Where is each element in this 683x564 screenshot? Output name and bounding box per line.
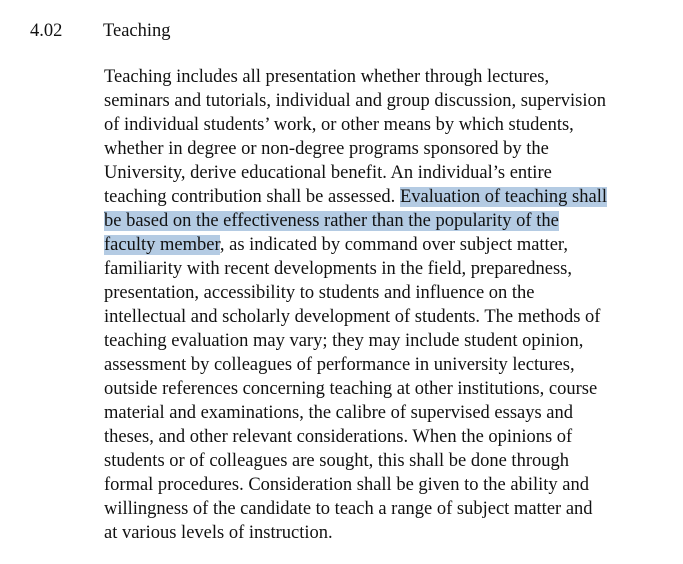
body-line: [104, 137, 664, 161]
body-line: [104, 89, 664, 113]
body-line: [104, 497, 664, 521]
highlighted-text[interactable]: faculty member: [104, 235, 220, 255]
line-text: seminars and tutorials, individual and group discussion, supervision: [104, 91, 607, 111]
line-text: teaching evaluation may vary; they may include student opinion,: [104, 331, 584, 351]
section-title: Teaching: [103, 21, 171, 41]
line-text: willingness of the candidate to teach a range of subject matter and: [104, 499, 593, 519]
line-text: students or of colleagues are sought, this shall be done through: [104, 451, 569, 471]
line-text: University, derive educational benefit. An individual’s entire: [104, 163, 552, 183]
body-line: [104, 449, 664, 473]
section-number: 4.02: [30, 21, 63, 41]
line-text: Teaching includes all presentation whether through lectures,: [104, 67, 550, 87]
line-text: intellectual and scholarly development of students. The methods of: [104, 307, 601, 327]
body-line: [104, 521, 664, 545]
line-text: presentation, accessibility to students and influence on the: [104, 283, 535, 303]
highlighted-text[interactable]: be based on the effectiveness rather than the popularity of the: [104, 211, 559, 231]
body-line: [104, 377, 664, 401]
body-line: [104, 473, 664, 497]
line-text: theses, and other relevant considerations. When the opinions of: [104, 427, 573, 447]
line-text: at various levels of instruction.: [104, 523, 333, 543]
body-line: [104, 185, 664, 209]
line-text: of individual students’ work, or other means by which students,: [104, 115, 574, 135]
highlighted-text[interactable]: Evaluation of teaching shall: [399, 187, 607, 207]
body-line: [104, 161, 664, 185]
body-line: [104, 65, 664, 89]
body-line: [104, 113, 664, 137]
body-line: [104, 209, 664, 233]
section-body[interactable]: [104, 65, 664, 545]
line-text: formal procedures. Consideration shall be given to the ability and: [104, 475, 589, 495]
line-text: assessment by colleagues of performance in university lectures,: [104, 355, 575, 375]
body-line: [104, 425, 664, 449]
body-line: [104, 233, 664, 257]
line-text: familiarity with recent developments in the field, preparedness,: [104, 259, 572, 279]
line-text: , as indicated by command over subject matter,: [219, 235, 568, 255]
body-line: [104, 281, 664, 305]
line-text: material and examinations, the calibre of supervised essays and: [104, 403, 574, 423]
line-text: teaching contribution shall be assessed.: [104, 187, 400, 207]
body-line: [104, 305, 664, 329]
body-line: [104, 329, 664, 353]
line-text: outside references concerning teaching at other institutions, course: [104, 379, 598, 399]
line-text: whether in degree or non-degree programs sponsored by the: [104, 139, 549, 159]
body-line: [104, 257, 664, 281]
body-line: [104, 353, 664, 377]
body-line: [104, 401, 664, 425]
